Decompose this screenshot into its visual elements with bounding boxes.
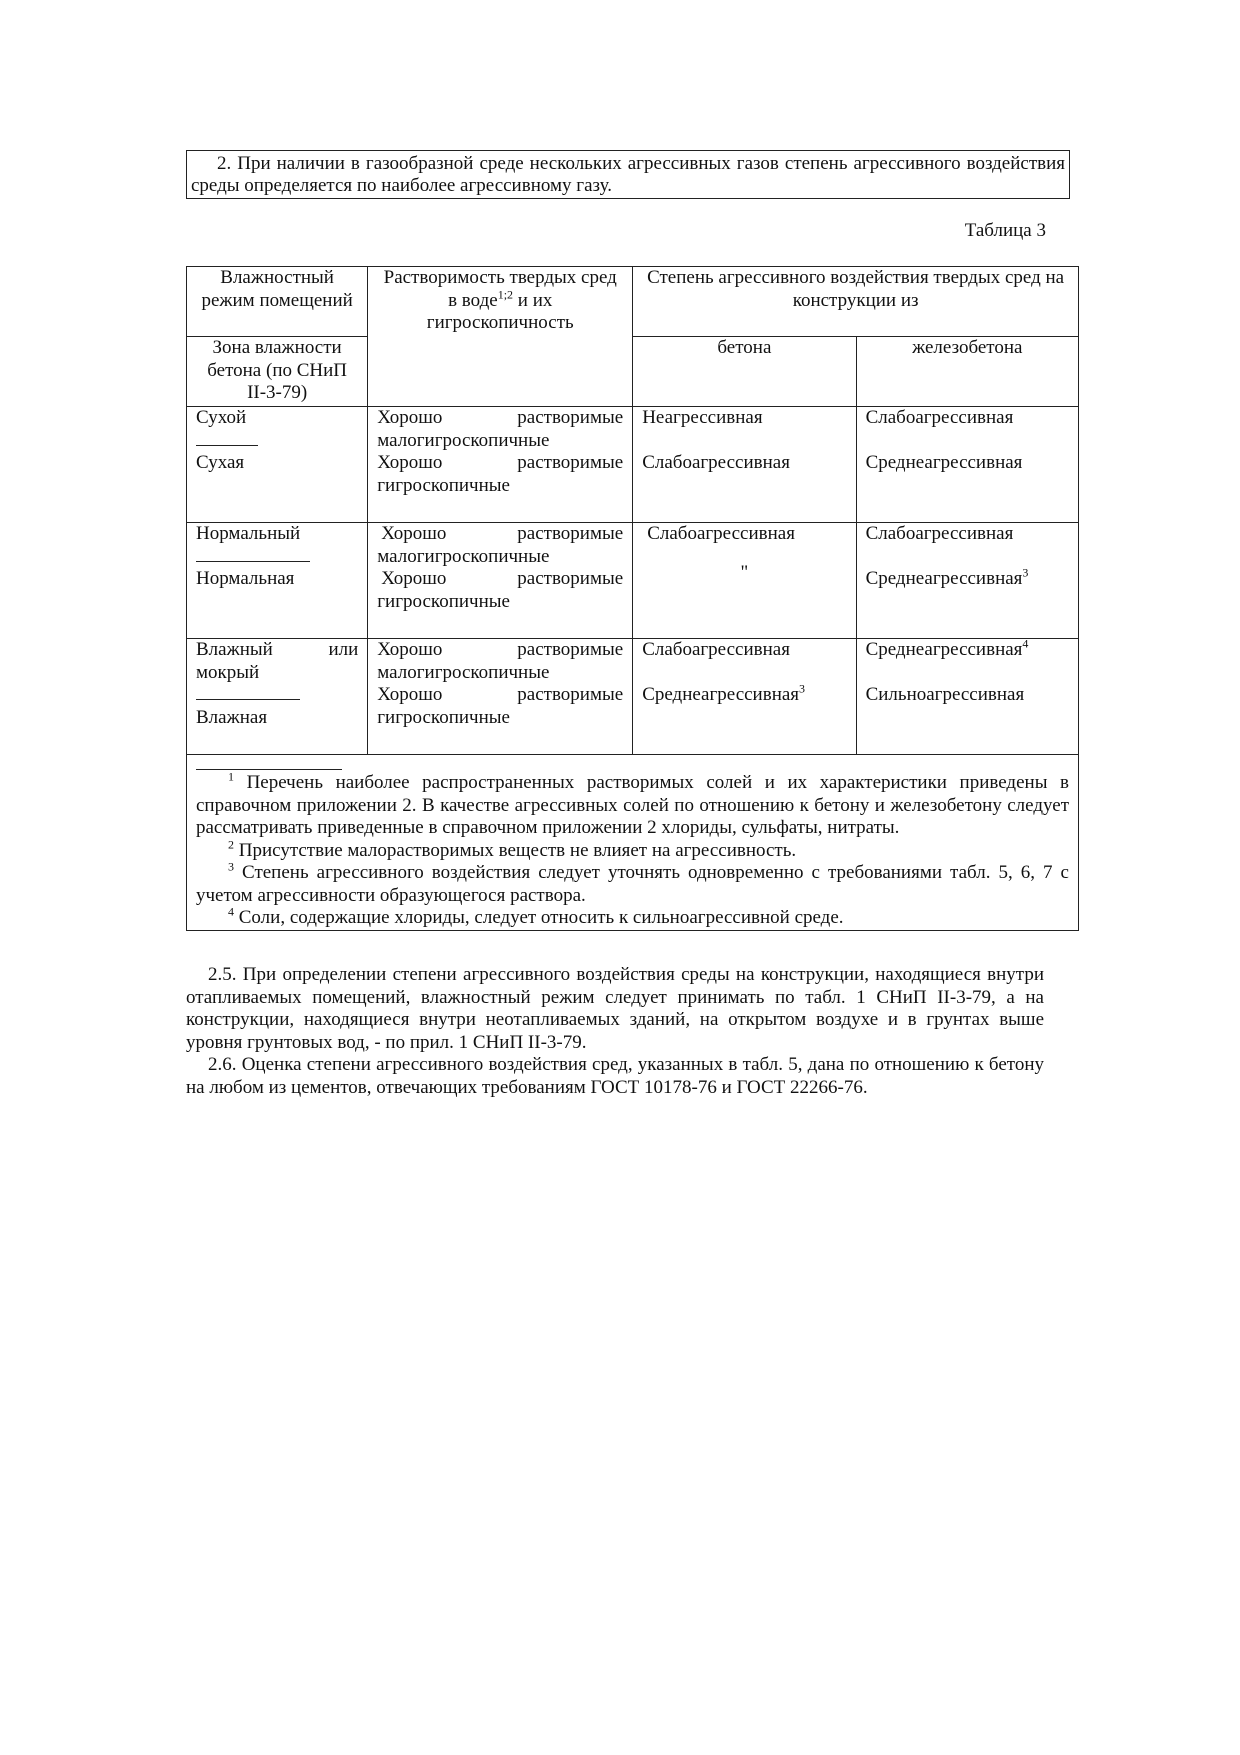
paragraph: 2.6. Оценка степени агрессивного воздействия сред, указанных в табл. 5, дана по отношению к бетону на любом из цементов, отвечающих требованиям ГОСТ 10178-76 и ГОСТ 22266-76. (186, 1054, 1044, 1098)
header-solubility-text-2: и их гигроскопичность (426, 289, 574, 333)
header-humidity-zone: Зона влажности бетона (по СНиП II-3-79) (187, 337, 368, 407)
footnote (196, 904, 1069, 930)
concrete-value: Среднеагрессивная (642, 684, 800, 705)
zone-label: Сухая (196, 452, 245, 473)
sol-word: растворимые (517, 407, 624, 428)
sol-word: Хорошо (377, 452, 443, 473)
rc-value: Среднеагрессивная (865, 639, 1023, 660)
concrete-value: Слабоагрессивная (642, 639, 790, 660)
header-solubility (368, 267, 633, 407)
header-humidity-regime: Влажностный режим помещений (187, 267, 368, 337)
rc-value: Сильноагрессивная (865, 684, 1025, 705)
fraction-line (196, 430, 358, 453)
sol-type: малогигроскопичные (377, 661, 550, 683)
sol-type: гигроскопичные (377, 706, 510, 728)
zone-label: Влажная (196, 706, 268, 728)
footnote-mark: 4 (228, 904, 234, 919)
rc-value: Слабоагрессивная (865, 523, 1014, 544)
regime-label: Нормальный (196, 523, 301, 544)
cell-concrete (633, 523, 856, 639)
rc-value: Среднеагрессивная (865, 452, 1023, 473)
sol-type: гигроскопичные (377, 590, 510, 612)
footnote-text: Степень агрессивного воздействия следует уточнять одновременно с требованиями табл. 5, 6, 7 с учетом агрессивности образующегося раствора. (196, 862, 1069, 906)
table-title: Таблица 3 (964, 220, 1046, 241)
regime-label: мокрый (196, 661, 260, 683)
sol-word: растворимые (517, 452, 624, 473)
rc-value: Слабоагрессивная (865, 407, 1014, 428)
fraction-line (196, 684, 358, 707)
note-box (186, 150, 1070, 199)
header-concrete: бетона (633, 337, 856, 407)
header-solubility-sup: 1;2 (497, 287, 514, 302)
footnote (196, 837, 1069, 863)
footnote-ref: 4 (1022, 636, 1029, 651)
header-reinforced-concrete: железобетона (856, 337, 1078, 407)
footnotes-cell (187, 755, 1079, 931)
header-solubility-text: Растворимость твердых сред в воде (383, 267, 617, 311)
footnote (196, 769, 1069, 840)
sol-word: Хорошо (377, 684, 443, 705)
cell-reinforced-concrete (856, 636, 1078, 755)
footnote-mark: 3 (228, 859, 234, 874)
footnote-rule (196, 755, 342, 770)
cell-solubility (368, 639, 633, 755)
footnotes-row (187, 755, 1079, 931)
note-text: 2. При наличии в газообразной среде нескольких агрессивных газов степень агрессивного воздействия среды определяется по наиболее агрессивному газу. (191, 153, 1065, 196)
sol-word: Хорошо (381, 568, 447, 589)
footnote-mark: 2 (228, 837, 234, 852)
footnote-text: Присутствие малорастворимых веществ не влияет на агрессивность. (234, 839, 797, 861)
cell-solubility (368, 407, 633, 523)
footnote-ref: 3 (799, 681, 806, 696)
sol-word: Хорошо (377, 407, 443, 428)
cell-solubility (368, 523, 633, 639)
cell-concrete (633, 639, 856, 755)
header-aggressiveness: Степень агрессивного воздействия твердых сред на конструкции из (633, 267, 1079, 337)
body-text (186, 964, 1044, 1099)
sol-word: растворимые (517, 523, 624, 544)
footnote (196, 859, 1069, 907)
cell-regime (187, 523, 368, 639)
fraction-line (196, 546, 358, 569)
sol-word: растворимые (517, 568, 624, 589)
sol-type: гигроскопичные (377, 474, 510, 496)
ditto-mark: " (740, 561, 749, 583)
table-row (187, 407, 1079, 523)
concrete-value: Слабоагрессивная (642, 452, 790, 473)
regime-label: Сухой (196, 407, 247, 428)
sol-word: Хорошо (377, 639, 443, 660)
rc-value: Среднеагрессивная (865, 568, 1023, 589)
aggressiveness-table (186, 266, 1079, 931)
table-row (187, 639, 1079, 755)
footnote-text: Перечень наиболее распространенных растворимых солей и их характеристики приведены в справочном приложении 2. В качестве агрессивных солей по отношению к бетону и железобетону следует рассматривать приведенные в справочном приложении 2 хлориды, сульфаты, нитраты. (196, 772, 1069, 838)
cell-reinforced-concrete (856, 407, 1078, 523)
footnote-text: Соли, содержащие хлориды, следует относить к сильноагрессивной среде. (234, 907, 844, 928)
cell-regime (187, 639, 368, 755)
concrete-value: Неагрессивная (642, 407, 763, 428)
paragraph: 2.5. При определении степени агрессивного воздействия среды на конструкции, находящиеся внутри отапливаемых помещений, влажностный режим следует принимать по табл. 1 СНиП II-3-79, а на конструкции, находящиеся внутри неотапливаемых зданий, на открытом воздухе и в грунтах выше уровня грунтовых вод, - по прил. 1 СНиП II-3-79. (186, 964, 1044, 1053)
sol-type: малогигроскопичные (377, 429, 550, 451)
sol-word: растворимые (517, 684, 624, 705)
cell-regime (187, 407, 368, 523)
regime-label: Влажный (196, 639, 273, 660)
table-row (187, 523, 1079, 639)
footnote-mark: 1 (228, 769, 234, 784)
regime-label: или (328, 639, 359, 660)
sol-word: Хорошо (381, 523, 447, 544)
cell-concrete (633, 407, 856, 523)
footnote-ref: 3 (1022, 565, 1029, 580)
sol-word: растворимые (517, 639, 624, 660)
concrete-value: Слабоагрессивная (647, 523, 795, 544)
cell-reinforced-concrete (856, 523, 1078, 639)
sol-type: малогигроскопичные (377, 545, 550, 567)
zone-label: Нормальная (196, 568, 295, 589)
